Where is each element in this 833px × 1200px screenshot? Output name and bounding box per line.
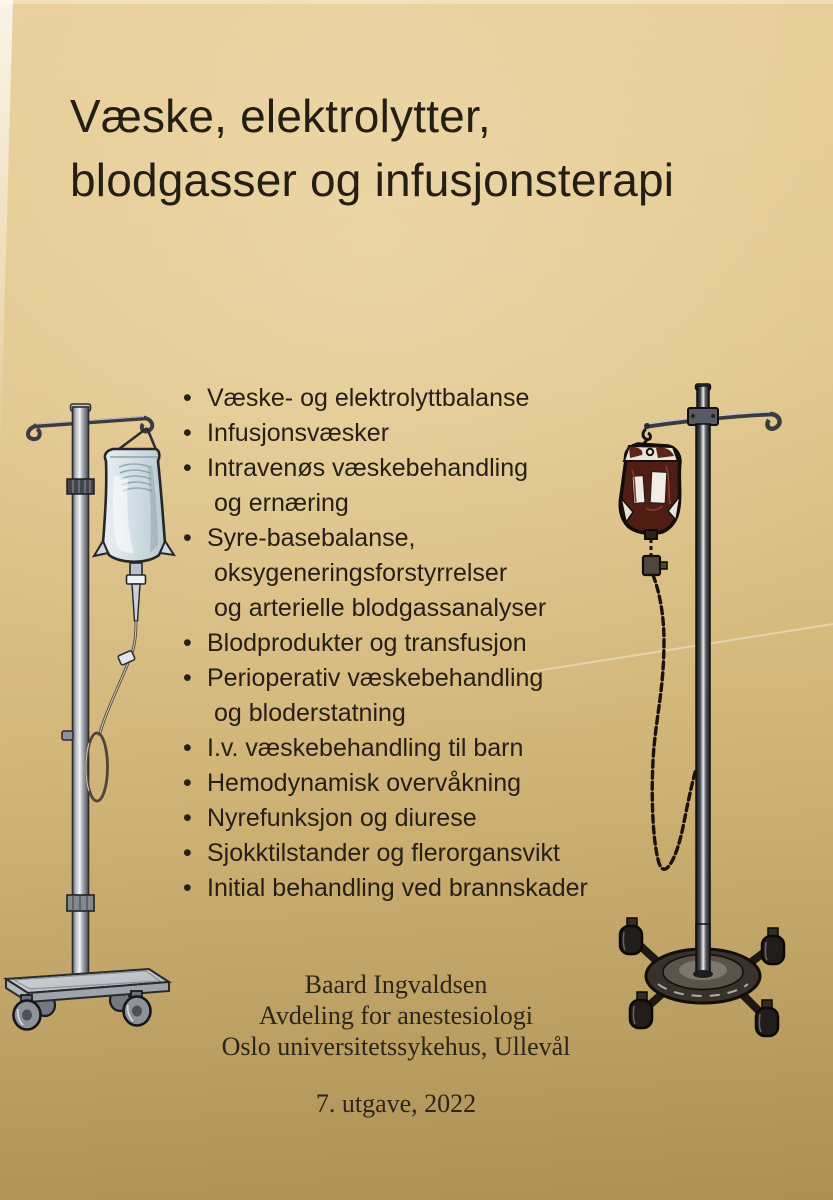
bullet-marker: •: [183, 734, 192, 762]
topic-item: [183, 836, 588, 871]
topic-item: [183, 626, 588, 661]
topic-text: oksygeneringsforstyrrelser: [214, 559, 508, 587]
topic-text: Infusjonsvæsker: [207, 419, 390, 447]
topic-text: og bloderstatning: [214, 699, 406, 727]
bullet-marker: •: [183, 664, 192, 692]
wheeled-base: [6, 969, 169, 1030]
topic-item: [183, 416, 588, 451]
drip-chamber-and-tube: [86, 563, 146, 801]
iv-stand-clear-bag-illustration: [0, 395, 180, 1055]
title-line-1: Væske, elektrolytter,: [70, 90, 491, 142]
topic-text: Perioperativ væskebehandling: [207, 664, 544, 692]
bullet-marker: •: [183, 384, 192, 412]
bullet-marker: •: [183, 419, 192, 447]
bullet-marker: •: [183, 804, 192, 832]
topic-text: Hemodynamisk overvåkning: [207, 769, 522, 797]
book-title: [70, 84, 674, 212]
topic-item: [183, 801, 588, 836]
topic-item: [183, 521, 588, 556]
institution-name: Oslo universitetssykehus, Ullevål: [221, 1032, 571, 1061]
topic-item: [183, 661, 588, 696]
topic-text: og arterielle blodgassanalyser: [214, 594, 547, 622]
topic-text: Initial behandling ved brannskader: [207, 874, 588, 902]
topic-text: Væske- og elektrolyttbalanse: [207, 384, 530, 412]
topic-item: [183, 381, 588, 416]
topic-text: Sjokktilstander og flerorgansvikt: [207, 839, 560, 867]
topic-continuation-line: [183, 696, 588, 731]
pole: [688, 384, 718, 980]
transfusion-tube: [643, 539, 696, 869]
title-line-2: blodgasser og infusjonsterapi: [70, 154, 675, 206]
edition-line: 7. utgave, 2022: [315, 1089, 477, 1118]
topic-item: [183, 871, 588, 906]
crossbar-with-hooks: [28, 417, 152, 440]
topics-list: [183, 381, 588, 906]
bullet-marker: •: [183, 839, 192, 867]
bullet-marker: •: [183, 629, 192, 657]
department-name: Avdeling for anestesiologi: [259, 1001, 533, 1030]
topic-item: [183, 731, 588, 766]
bullet-marker: •: [183, 454, 192, 482]
wheeled-star-base: [620, 918, 784, 1036]
topic-text: Blodprodukter og transfusjon: [207, 629, 527, 657]
topic-text: Nyrefunksjon og diurese: [207, 804, 477, 832]
topic-text: og ernæring: [214, 489, 349, 517]
blood-bag: [620, 444, 680, 539]
credits-block: [166, 969, 626, 1062]
cover-top-sheen: [0, 0, 833, 4]
bullet-marker: •: [183, 874, 192, 902]
bullet-marker: •: [183, 769, 192, 797]
bullet-marker: •: [183, 524, 192, 552]
topic-continuation-line: [183, 486, 588, 521]
pole: [62, 404, 94, 977]
iv-stand-blood-bag-illustration: [600, 380, 833, 1060]
topic-text: Syre-basebalanse,: [207, 524, 416, 552]
author-name: Baard Ingvaldsen: [304, 970, 488, 999]
infusion-bag: [94, 449, 174, 562]
topic-continuation-line: [183, 591, 588, 626]
topic-text: I.v. væskebehandling til barn: [207, 734, 524, 762]
topic-item: [183, 766, 588, 801]
topic-item: [183, 451, 588, 486]
topic-text: Intravenøs væskebehandling: [207, 454, 529, 482]
topic-continuation-line: [183, 556, 588, 591]
